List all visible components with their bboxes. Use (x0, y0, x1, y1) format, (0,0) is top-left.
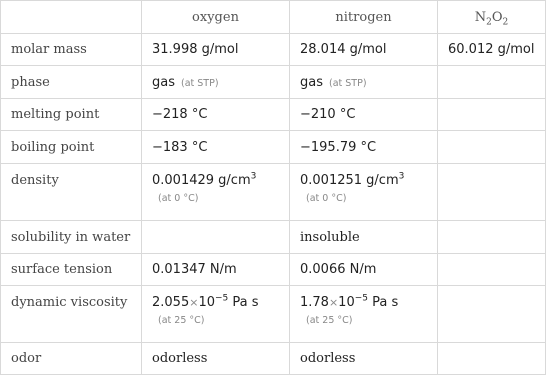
row-phase (1, 66, 546, 99)
oxygen-viscosity-base: 10 (198, 295, 215, 310)
n2o2-molar-mass: 60.012 g/mol (438, 34, 546, 66)
header-n2o2-o: O (491, 9, 503, 25)
oxygen-viscosity-exponent: −5 (214, 293, 229, 304)
row-boiling-point (1, 131, 546, 164)
n2o2-surface-tension (438, 254, 546, 286)
row-molar-mass (1, 34, 546, 66)
oxygen-viscosity-unit: Pa s (232, 295, 259, 310)
oxygen-surface-tension: 0.01347 N/m (142, 254, 290, 286)
header-empty (1, 1, 142, 34)
nitrogen-viscosity-mantissa: 1.78 (300, 295, 329, 310)
row-density (1, 164, 546, 221)
nitrogen-viscosity-unit: Pa s (372, 295, 399, 310)
nitrogen-boiling-point: −195.79 °C (290, 131, 438, 164)
oxygen-viscosity-condition: (at 25 °C) (158, 315, 205, 326)
oxygen-phase-condition: (at STP) (181, 77, 219, 89)
nitrogen-odor: odorless (290, 343, 438, 375)
row-surface-tension (1, 254, 546, 286)
oxygen-melting-point: −218 °C (142, 99, 290, 131)
oxygen-viscosity-times: × (189, 296, 199, 309)
label-solubility: solubility in water (1, 221, 142, 254)
nitrogen-melting-point: −210 °C (290, 99, 438, 131)
oxygen-boiling-point: −183 °C (142, 131, 290, 164)
n2o2-density (438, 164, 546, 221)
n2o2-melting-point (438, 99, 546, 131)
oxygen-solubility (142, 221, 290, 254)
label-melting-point: melting point (1, 99, 142, 131)
nitrogen-viscosity-condition: (at 25 °C) (306, 315, 353, 326)
label-boiling-point: boiling point (1, 131, 142, 164)
nitrogen-density-exponent: 3 (398, 171, 405, 182)
oxygen-molar-mass: 31.998 g/mol (142, 34, 290, 66)
row-melting-point (1, 99, 546, 131)
label-phase: phase (1, 66, 142, 99)
oxygen-density-value: 0.001429 g/cm (152, 173, 251, 188)
nitrogen-molar-mass: 28.014 g/mol (290, 34, 438, 66)
n2o2-solubility (438, 221, 546, 254)
row-solubility (1, 221, 546, 254)
oxygen-odor: odorless (142, 343, 290, 375)
nitrogen-surface-tension: 0.0066 N/m (290, 254, 438, 286)
oxygen-density-condition: (at 0 °C) (158, 193, 199, 204)
header-n2o2-sub2: 2 (502, 17, 509, 28)
oxygen-dynamic-viscosity (142, 286, 290, 343)
oxygen-phase (142, 66, 290, 99)
header-nitrogen: nitrogen (290, 1, 438, 34)
n2o2-phase (438, 66, 546, 99)
label-surface-tension: surface tension (1, 254, 142, 286)
row-dynamic-viscosity (1, 286, 546, 343)
header-n2o2-n: N (474, 9, 487, 25)
header-oxygen: oxygen (142, 1, 290, 34)
oxygen-viscosity-mantissa: 2.055 (152, 295, 190, 310)
nitrogen-viscosity-times: × (328, 296, 339, 309)
nitrogen-phase-condition: (at STP) (329, 77, 367, 89)
n2o2-odor (438, 343, 546, 375)
label-density: density (1, 164, 142, 221)
nitrogen-phase-value: gas (300, 74, 323, 90)
header-row (1, 1, 546, 34)
nitrogen-phase (290, 66, 438, 99)
n2o2-boiling-point (438, 131, 546, 164)
header-n2o2-sub1: 2 (486, 17, 492, 28)
label-molar-mass: molar mass (1, 34, 142, 66)
oxygen-density-exponent: 3 (250, 171, 257, 182)
label-dynamic-viscosity: dynamic viscosity (1, 286, 142, 343)
row-odor (1, 343, 546, 375)
nitrogen-density-value: 0.001251 g/cm (300, 173, 399, 188)
oxygen-phase-value: gas (152, 74, 175, 90)
nitrogen-density-condition: (at 0 °C) (306, 193, 347, 204)
nitrogen-viscosity-exponent: −5 (354, 293, 368, 304)
nitrogen-density (290, 164, 438, 221)
n2o2-dynamic-viscosity (438, 286, 546, 343)
header-n2o2 (438, 1, 546, 34)
nitrogen-viscosity-base: 10 (338, 295, 355, 310)
oxygen-density (142, 164, 290, 221)
nitrogen-dynamic-viscosity (290, 286, 438, 343)
label-odor: odor (1, 343, 142, 375)
nitrogen-solubility: insoluble (290, 221, 438, 254)
